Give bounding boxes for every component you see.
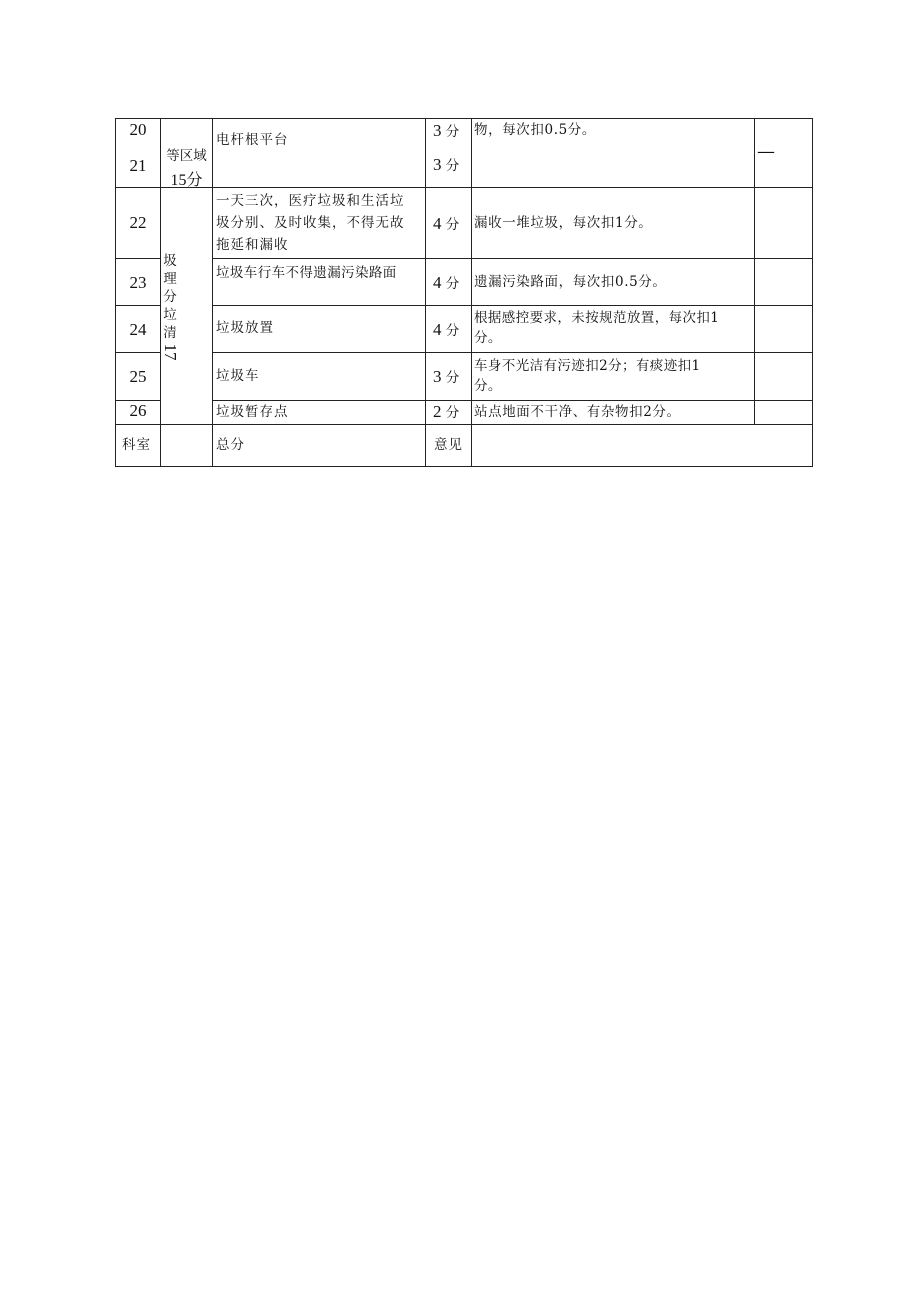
category-area-score: 15分 <box>170 172 203 189</box>
rule-text: 站点地面不干净、有杂物扣2分。 <box>474 404 681 420</box>
rule-text: 根据感控要求，未按规范放置，每次扣1 分。 <box>474 310 720 346</box>
rule-text: 遗漏污染路面，每次扣0.5分。 <box>474 274 667 290</box>
rule-text: 物，每次扣0.5分。 <box>474 122 596 138</box>
item-text: 一天三次，医疗垃圾和生活垃 圾分别、及时收集，不得无故 拖延和漏收 <box>216 193 405 253</box>
item-text: 垃圾车行车不得遗漏污染路面 <box>216 265 397 281</box>
item-text: 垃圾暂存点 <box>216 404 289 420</box>
category-garbage-label: 圾 理 分 垃 清 <box>163 253 177 341</box>
footer-total-label: 总分 <box>216 437 245 453</box>
footer-dept-label: 科室 <box>122 437 151 453</box>
category-area-label: 等区域 <box>166 148 207 164</box>
rule-text: 漏收一堆垃圾，每次扣1分。 <box>474 215 653 231</box>
score-cell: 4 分 <box>433 320 460 339</box>
row-number: 24 <box>129 320 147 339</box>
row-number: 22 <box>129 213 147 232</box>
score-cell: 4 分 <box>433 273 460 292</box>
row-number: 26 <box>129 401 147 420</box>
score-cell: 3 分 <box>433 121 460 140</box>
dash-mark: — <box>757 141 775 162</box>
footer-opinion-label: 意见 <box>434 437 463 453</box>
row-number: 25 <box>129 367 147 386</box>
row-number: 23 <box>129 273 147 292</box>
score-cell: 3 分 <box>433 367 460 386</box>
item-text: 垃圾放置 <box>216 320 274 336</box>
rule-text: 车身不光洁有污迹扣2分；有痰迹扣1 分。 <box>474 358 701 394</box>
category-garbage-score: 17 <box>161 343 180 361</box>
item-text: 电杆根平台 <box>216 132 289 148</box>
row-number: 20 <box>129 120 147 139</box>
item-text: 垃圾车 <box>216 368 260 384</box>
row-number: 21 <box>129 156 147 175</box>
score-cell: 3 分 <box>433 155 460 174</box>
score-cell: 2 分 <box>433 402 460 421</box>
score-cell: 4 分 <box>433 214 460 233</box>
